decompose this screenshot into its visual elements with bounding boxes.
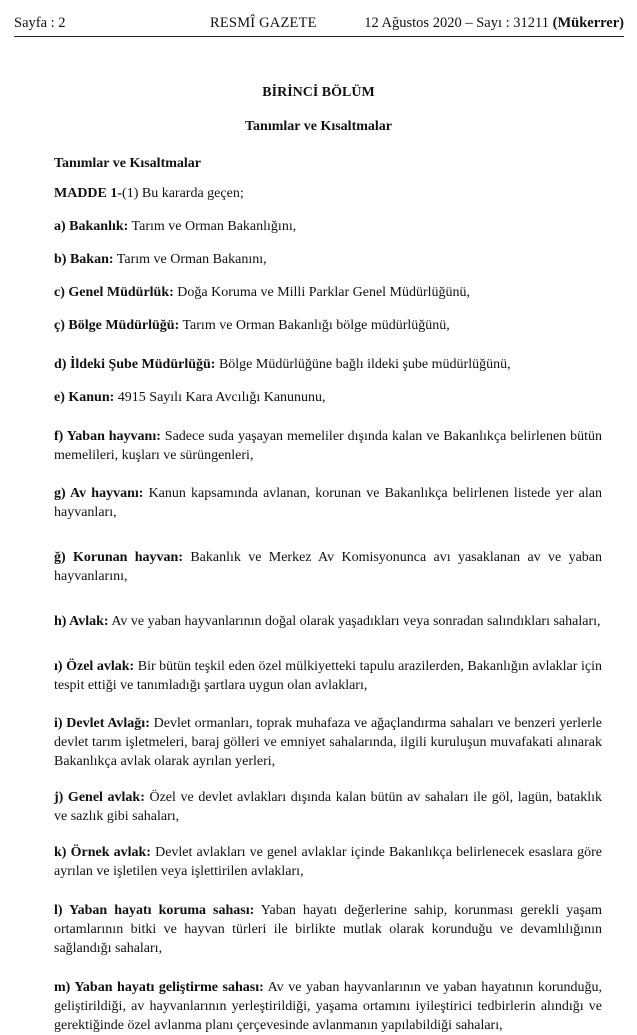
- issue-date: 12 Ağustos 2020 – Sayı : 31211: [364, 15, 549, 31]
- definition-item: [54, 714, 602, 771]
- article-intro: [54, 184, 602, 203]
- definition-text: 4915 Sayılı Kara Avcılığı Kanununu,: [114, 390, 326, 405]
- definition-text: Av ve yaban hayvanlarının ve yaban hayatının korunduğu, geliştirildiği, av hayvanlarının yerleştirildiği, yaşama ortamını iyileştirici tedbirlerin alındığı ve gerektiğinde özel avlanma planı çerçevesinde avlanmanın yapılabildiği sahaları,: [54, 980, 602, 1033]
- definition-text: Bir bütün teşkil eden özel mülkiyetteki tapulu arazilerden, Bakanlığın avlaklar için tespit ettiği ve tanımladığı şartlara uygun olan avlakları,: [54, 659, 602, 693]
- definition-term: g) Av hayvanı:: [54, 486, 144, 501]
- part-title: BİRİNCİ BÖLÜM: [262, 85, 375, 100]
- issue-extra: (Mükerrer): [552, 15, 624, 31]
- definition-text: Devlet avlakları ve genel avlaklar içinde Bakanlıkça belirlenecek esaslara göre ayrılan ve işletilen veya işlettirilen avlakları,: [54, 845, 602, 879]
- definition-item: [54, 355, 602, 374]
- article-text: (1) Bu kararda geçen;: [122, 186, 244, 201]
- article-heading: Tanımlar ve Kısaltmalar: [54, 156, 201, 171]
- definition-text: Doğa Koruma ve Milli Parklar Genel Müdürlüğünü,: [173, 285, 471, 300]
- definition-item: [54, 283, 602, 302]
- definition-text: Özel ve devlet avlakları dışında kalan bütün av sahaları ile göl, lagün, bataklık ve sazlık gibi sahaları,: [54, 790, 602, 824]
- definition-text: Tarım ve Orman Bakanlığı bölge müdürlüğünü,: [179, 318, 450, 333]
- issue-info: [364, 14, 624, 32]
- definition-text: Devlet ormanları, toprak muhafaza ve ağaçlandırma sahaları ve benzeri yerlerle devlet tarım işletmeleri, baraj gölleri ve emniyet sahalarında, ilgili kuruluşun muvafakati alınarak Bakanlıkça avlak olarak ayrılan yerleri,: [54, 716, 602, 769]
- definition-item: [54, 901, 602, 958]
- definition-term: m) Yaban hayatı geliştirme sahası:: [54, 980, 264, 995]
- definition-term: ı) Özel avlak:: [54, 659, 135, 674]
- definition-item: [54, 316, 602, 335]
- gazette-title: RESMÎ GAZETE: [210, 15, 317, 31]
- definition-term: h) Avlak:: [54, 614, 109, 629]
- definition-text: Sadece suda yaşayan memeliler dışında kalan ve Bakanlıkça belirlenen bütün memelileri, kuşları ve sürüngenleri,: [54, 429, 602, 463]
- definition-item: [54, 978, 602, 1035]
- definition-term: b) Bakan:: [54, 252, 114, 267]
- definition-term: l) Yaban hayatı koruma sahası:: [54, 903, 255, 918]
- definition-text: Kanun kapsamında avlanan, korunan ve Bakanlıkça belirlenen listede yer alan hayvanları,: [54, 486, 602, 520]
- definition-term: a) Bakanlık:: [54, 219, 129, 234]
- definition-text: Tarım ve Orman Bakanını,: [113, 252, 267, 267]
- definition-item: [54, 250, 602, 269]
- definition-text: Av ve yaban hayvanlarının doğal olarak yaşadıkları veya sonradan salındıkları sahaları,: [108, 614, 601, 629]
- definition-item: [54, 427, 602, 465]
- header-rule: [14, 36, 624, 37]
- definition-item: [54, 217, 602, 236]
- definition-term: j) Genel avlak:: [54, 790, 145, 805]
- definition-item: [54, 612, 602, 631]
- definition-term: e) Kanun:: [54, 390, 115, 405]
- definition-term: i) Devlet Avlağı:: [54, 716, 150, 731]
- document-body: [54, 154, 602, 1035]
- definition-text: Tarım ve Orman Bakanlığını,: [128, 219, 297, 234]
- gazette-header: [14, 10, 624, 34]
- definition-term: c) Genel Müdürlük:: [54, 285, 174, 300]
- definition-text: Bölge Müdürlüğüne bağlı ildeki şube müdürlüğünü,: [215, 357, 511, 372]
- article-label: MADDE 1-: [54, 186, 123, 201]
- definition-item: [54, 843, 602, 881]
- definition-term: ç) Bölge Müdürlüğü:: [54, 318, 180, 333]
- definition-term: d) İldeki Şube Müdürlüğü:: [54, 357, 216, 372]
- definition-item: [54, 484, 602, 522]
- definition-term: k) Örnek avlak:: [54, 845, 151, 860]
- definition-item: [54, 788, 602, 826]
- definition-term: f) Yaban hayvanı:: [54, 429, 161, 444]
- definition-item: [54, 548, 602, 586]
- definition-text: Bakanlık ve Merkez Av Komisyonunca avı yasaklanan av ve yaban hayvanlarını,: [54, 550, 602, 584]
- page-number: Sayfa : 2: [14, 15, 66, 31]
- definition-item: [54, 388, 602, 407]
- definition-term: ğ) Korunan hayvan:: [54, 550, 184, 565]
- definition-item: [54, 657, 602, 695]
- definition-text: Yaban hayatı değerlerine sahip, korunması gerekli yaşam ortamlarının bitki ve hayvan türleri ile birlikte mutlak olarak korunduğu ve devamlılığının sağlandığı sahaları,: [54, 903, 603, 956]
- section-subtitle: Tanımlar ve Kısaltmalar: [245, 119, 392, 134]
